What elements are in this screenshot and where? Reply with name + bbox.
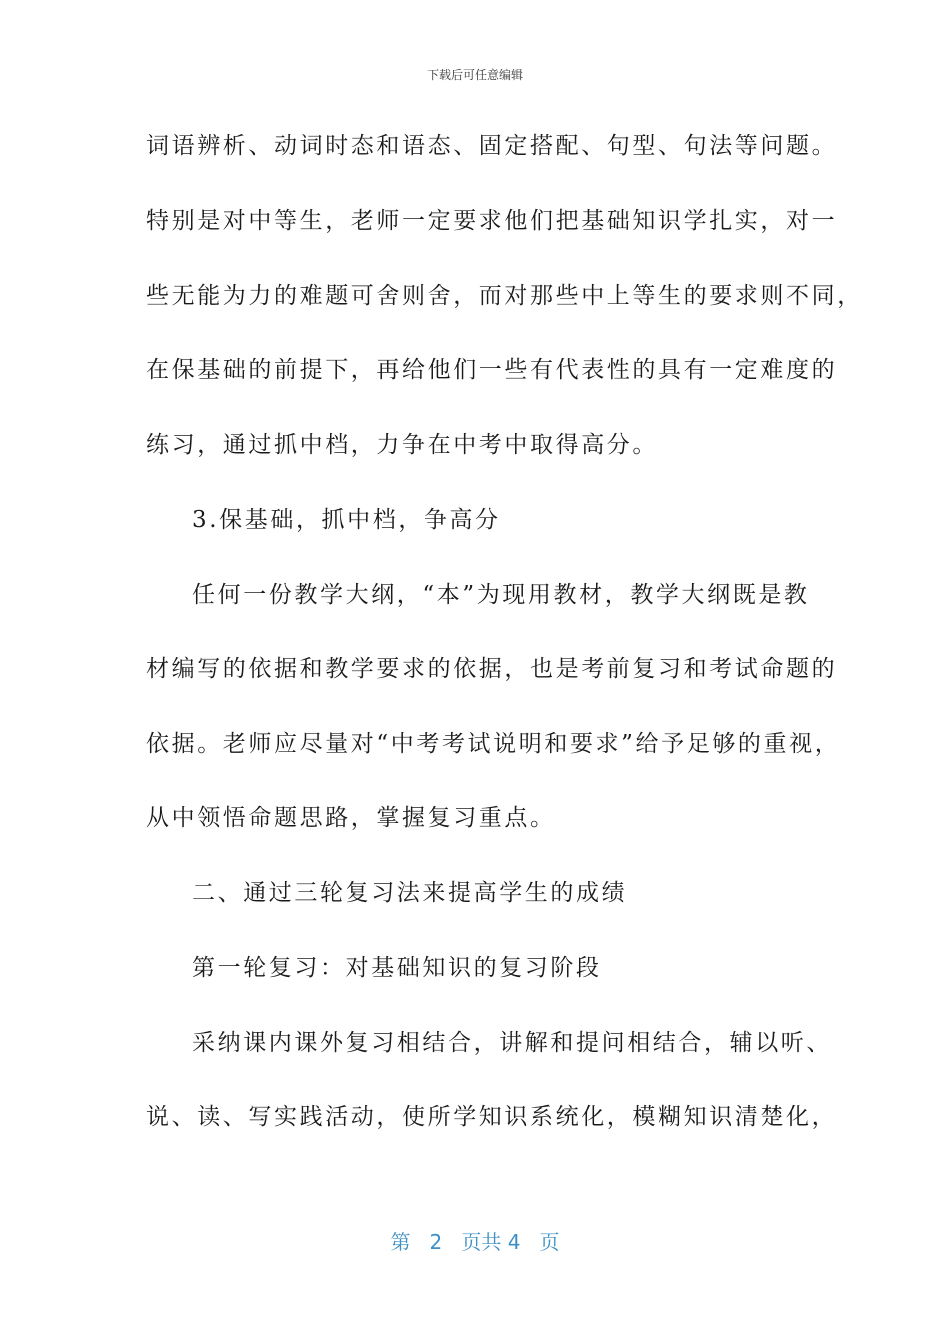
section-heading: 第一轮复习：对基础知识的复习阶段 [192, 955, 602, 981]
section-heading: 3.保基础，抓中档，争高分 [192, 507, 501, 533]
page-middle: 页共 [461, 1230, 502, 1254]
section-heading: 二、通过三轮复习法来提高学生的成绩 [192, 880, 628, 906]
page-footer [0, 1226, 950, 1255]
text-line: 练习，通过抓中档，力争在中考中取得高分。 [146, 432, 658, 458]
text-line: 在保基础的前提下，再给他们一些有代表性的具有一定难度的 [146, 357, 838, 383]
text-line: 说、读、写实践活动，使所学知识系统化，模糊知识清楚化， [146, 1104, 838, 1130]
header-note: 下载后可任意编辑 [426, 68, 523, 82]
text-line: 采纳课内课外复习相结合，讲解和提问相结合，辅以听、 [192, 1030, 832, 1056]
page-current: 2 [429, 1230, 443, 1254]
text-line: 依据。老师应尽量对“中考考试说明和要求”给予足够的重视， [146, 731, 841, 757]
text-line: 从中领悟命题思路，掌握复习重点。 [146, 805, 556, 831]
text-line: 材编写的依据和教学要求的依据，也是考前复习和考试命题的 [146, 656, 838, 682]
text-line: 任何一份教学大纲，“本”为现用教材，教学大纲既是教 [192, 582, 810, 608]
text-line: 词语辨析、动词时态和语态、固定搭配、句型、句法等问题。 [146, 133, 838, 159]
page-prefix: 第 [390, 1230, 411, 1254]
text-line: 些无能为力的难题可舍则舍，而对那些中上等生的要求则不同， [146, 283, 863, 309]
page-suffix: 页 [539, 1230, 560, 1254]
text-line: 特别是对中等生，老师一定要求他们把基础知识学扎实，对一 [146, 208, 838, 234]
page-total: 4 [507, 1230, 521, 1254]
